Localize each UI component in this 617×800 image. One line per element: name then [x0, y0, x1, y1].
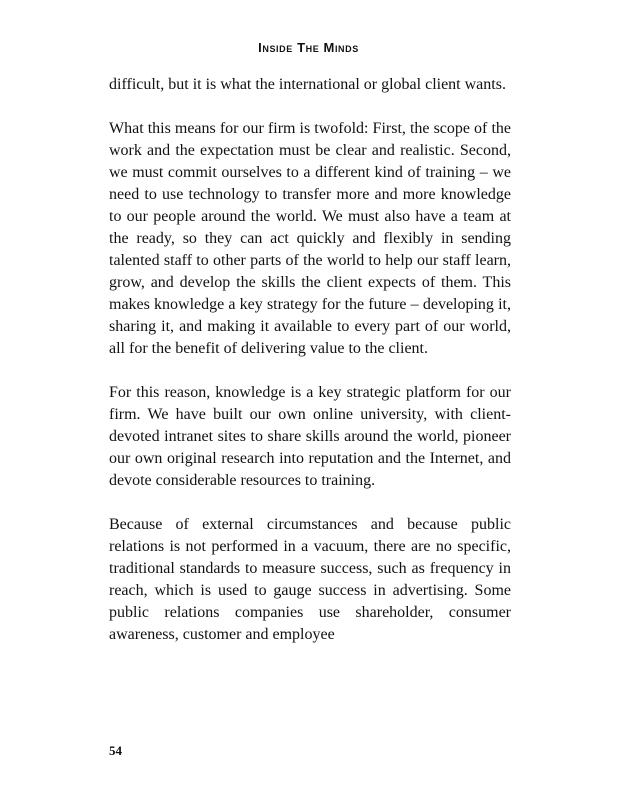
paragraph: difficult, but it is what the international or global client wants. [109, 76, 506, 93]
paragraph: For this reason, knowledge is a key strategic platform for our firm. We have built our own online university, with client-devoted intranet sites to share skills around the world, pioneer our own original research into reputation and the Internet, and devote considerable resources to training. [109, 384, 511, 489]
body-text [109, 74, 511, 668]
running-header: Inside The Minds [258, 40, 359, 55]
paragraph: Because of external circumstances and because public relations is not performed in a vacuum, there are no specific, traditional standards to measure success, such as frequency in reach, which is used to gauge success in advertising. Some public relations companies use shareholder, consumer awareness, customer and employee [109, 516, 511, 643]
paragraph: What this means for our firm is twofold: First, the scope of the work and the expectation must be clear and realistic. Second, we must commit ourselves to a different kind of training – we need to use technology to transfer more and more knowledge to our people around the world. We must also have a team at the ready, so they can act quickly and flexibly in sending talented staff to other parts of the world to help our staff learn, grow, and develop the skills the client expects of them. This makes knowledge a key strategy for the future – developing it, sharing it, and making it available to every part of our world, all for the benefit of delivering value to the client. [109, 120, 511, 357]
page-number: 54 [109, 743, 122, 758]
